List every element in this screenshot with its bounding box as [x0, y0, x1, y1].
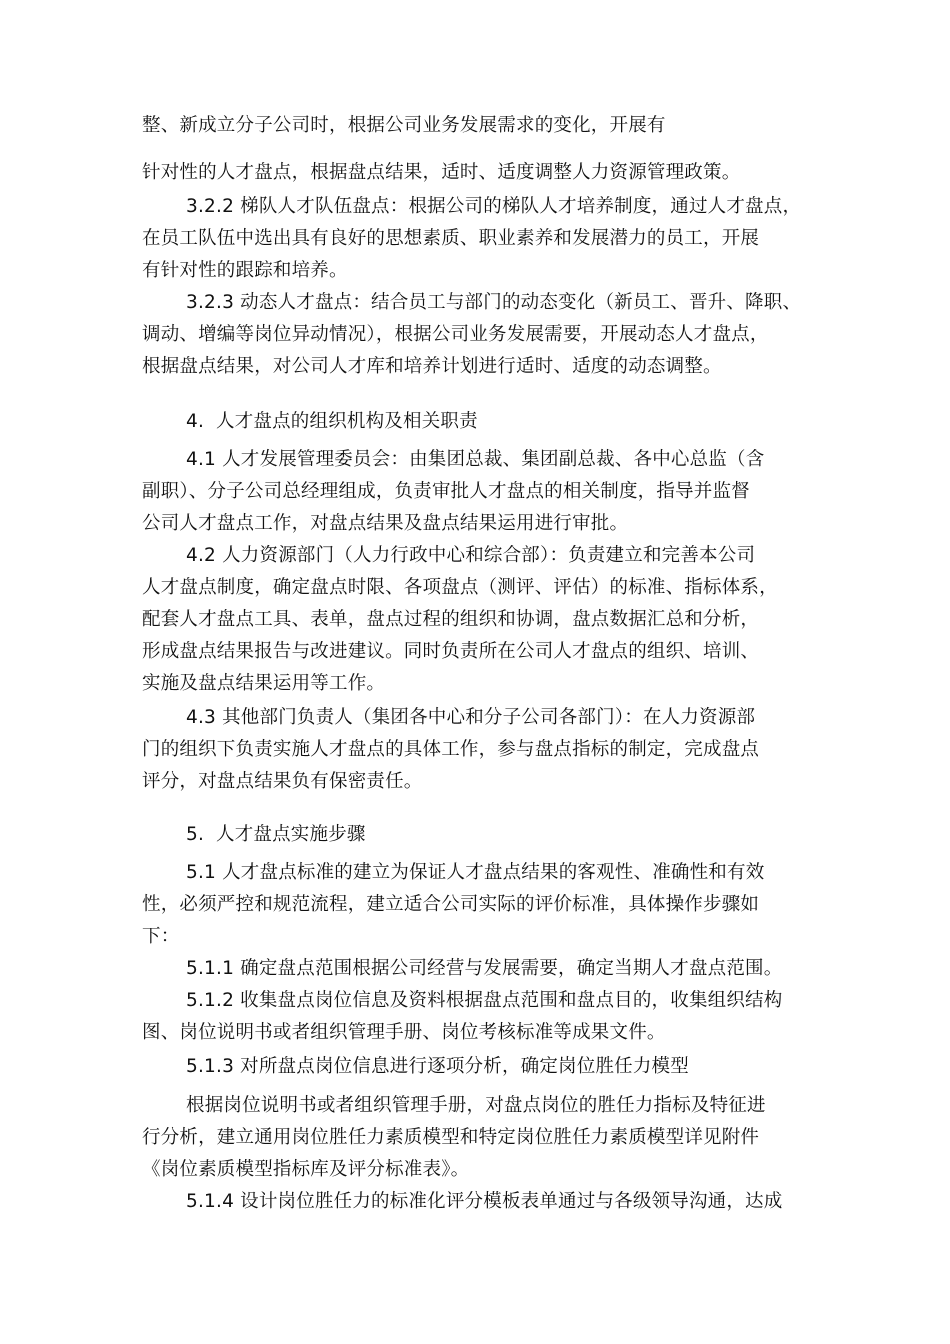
paragraph-line: 5.1.2 收集盘点岗位信息及资料根据盘点范围和盘点目的，收集组织结构 — [186, 990, 783, 1011]
paragraph-line: 5.1.3 对所盘点岗位信息进行逐项分析，确定岗位胜任力模型 — [186, 1056, 689, 1077]
paragraph-line: 副职）、分子公司总经理组成，负责审批人才盘点的相关制度，指导并监督 — [142, 481, 750, 502]
section-heading — [186, 823, 876, 847]
paragraph-line: 公司人才盘点工作，对盘点结果及盘点结果运用进行审批。 — [142, 513, 629, 534]
paragraph-line: 整、新成立分子公司时，根据公司业务发展需求的变化，开展有 — [142, 115, 666, 136]
paragraph-line: 《岗位素质模型指标库及评分标准表》。 — [142, 1159, 470, 1180]
paragraph-line: 调动、增编等岗位异动情况），根据公司业务发展需要，开展动态人才盘点， — [142, 324, 769, 345]
paragraph-line: 在员工队伍中选出具有良好的思想素质、职业素养和发展潜力的员工，开展 — [142, 228, 760, 249]
paragraph-line: 根据盘点结果，对公司人才库和培养计划进行适时、适度的动态调整。 — [142, 356, 722, 377]
paragraph-line: 有针对性的跟踪和培养。 — [142, 260, 348, 281]
section-number: 5. — [186, 824, 205, 845]
paragraph-line: 4.3 其他部门负责人（集团各中心和分子公司各部门）：在人力资源部 — [186, 707, 756, 728]
paragraph-line: 门的组织下负责实施人才盘点的具体工作，参与盘点指标的制定，完成盘点 — [142, 739, 760, 760]
paragraph-line: 实施及盘点结果运用等工作。 — [142, 673, 386, 694]
paragraph-line: 针对性的人才盘点，根据盘点结果，适时、适度调整人力资源管理政策。 — [142, 162, 741, 183]
paragraph-line: 人才盘点制度，确定盘点时限、各项盘点（测评、评估）的标准、指标体系， — [142, 577, 778, 598]
section-heading — [186, 410, 876, 434]
paragraph-line: 5.1 人才盘点标准的建立为保证人才盘点结果的客观性、准确性和有效 — [186, 862, 765, 883]
paragraph-line: 4.1 人才发展管理委员会：由集团总裁、集团副总裁、各中心总监（含 — [186, 449, 765, 470]
paragraph-line: 3.2.2 梯队人才队伍盘点：根据公司的梯队人才培养制度，通过人才盘点， — [186, 196, 802, 217]
paragraph-line: 评分，对盘点结果负有保密责任。 — [142, 771, 423, 792]
paragraph-line: 行分析，建立通用岗位胜任力素质模型和特定岗位胜任力素质模型详见附件 — [142, 1127, 760, 1148]
section-title: 人才盘点的组织机构及相关职责 — [216, 411, 478, 432]
paragraph-line: 下： — [142, 926, 180, 947]
paragraph-line: 图、岗位说明书或者组织管理手册、岗位考核标准等成果文件。 — [142, 1022, 666, 1043]
section-title: 人才盘点实施步骤 — [216, 824, 366, 845]
paragraph-line: 形成盘点结果报告与改进建议。同时负责所在公司人才盘点的组织、培训、 — [142, 641, 760, 662]
paragraph-line: 配套人才盘点工具、表单，盘点过程的组织和协调，盘点数据汇总和分析， — [142, 609, 760, 630]
paragraph-line: 3.2.3 动态人才盘点：结合员工与部门的动态变化（新员工、晋升、降职、 — [186, 292, 802, 313]
paragraph-line: 性，必须严控和规范流程，建立适合公司实际的评价标准，具体操作步骤如 — [142, 894, 760, 915]
paragraph-line: 5.1.1 确定盘点范围根据公司经营与发展需要，确定当期人才盘点范围。 — [186, 958, 783, 979]
paragraph-line: 根据岗位说明书或者组织管理手册，对盘点岗位的胜任力指标及特征进 — [186, 1095, 766, 1116]
paragraph-line: 4.2 人力资源部门（人力行政中心和综合部）：负责建立和完善本公司 — [186, 545, 756, 566]
section-number: 4. — [186, 411, 205, 432]
paragraph-line: 5.1.4 设计岗位胜任力的标准化评分模板表单通过与各级领导沟通，达成 — [186, 1191, 783, 1212]
